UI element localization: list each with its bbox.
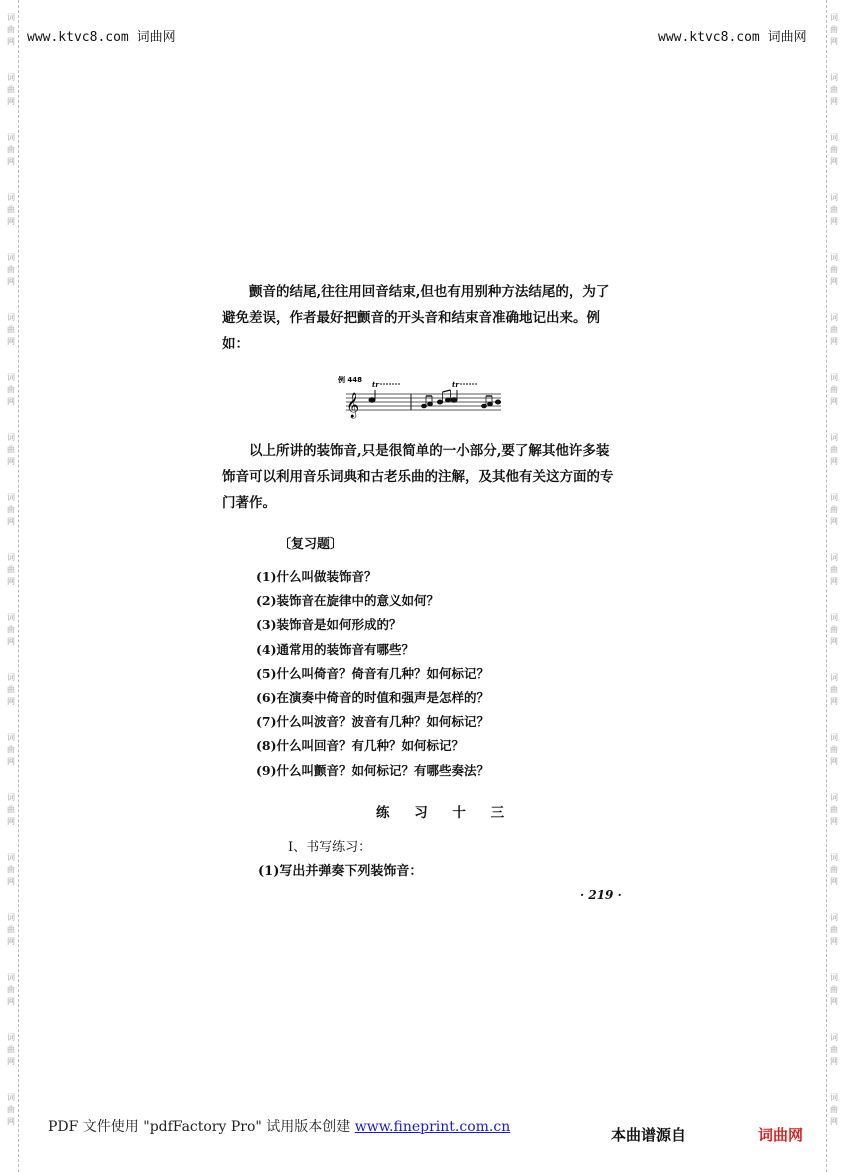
list-item: (6)在演奏中倚音的时值和强声是怎样的？ — [256, 690, 490, 706]
side-watermark-unit — [7, 1020, 15, 1080]
side-watermark-char: 网 — [830, 997, 838, 1006]
side-watermark-unit — [7, 180, 15, 240]
side-watermark-char: 网 — [830, 337, 838, 346]
side-watermark-char: 网 — [830, 877, 838, 886]
side-watermark-char: 曲 — [830, 625, 838, 634]
side-watermark-char: 曲 — [830, 205, 838, 214]
side-watermark-char: 网 — [7, 517, 15, 526]
trill-mark-1: tr — [372, 380, 379, 389]
side-watermark-unit — [7, 300, 15, 360]
side-watermark-char: 曲 — [7, 805, 15, 814]
list-item: (4)通常用的装饰音有哪些？ — [256, 641, 415, 657]
side-watermark-unit — [830, 60, 838, 120]
list-item: (7)什么叫波音？波音有几种？如何标记？ — [256, 714, 490, 730]
side-watermark-char: 词 — [7, 133, 15, 142]
side-watermark-char: 曲 — [7, 325, 15, 334]
side-watermark-char: 网 — [830, 577, 838, 586]
list-item: (8)什么叫回音？有几种？如何标记？ — [256, 738, 465, 754]
side-watermark-char: 曲 — [7, 745, 15, 754]
side-watermark-char: 网 — [7, 217, 15, 226]
side-watermark-unit — [830, 120, 838, 180]
side-watermark-char: 词 — [7, 913, 15, 922]
side-watermark-unit — [830, 840, 838, 900]
side-watermark-char: 词 — [830, 853, 838, 862]
side-watermark-char: 网 — [7, 697, 15, 706]
side-watermark-char: 网 — [7, 937, 15, 946]
side-watermark-char: 曲 — [830, 925, 838, 934]
side-watermark-char: 曲 — [830, 445, 838, 454]
exercise-item: (1)写出并弹奏下列装饰音： — [258, 864, 423, 879]
side-watermark-char: 词 — [830, 193, 838, 202]
side-watermark-unit — [7, 420, 15, 480]
paragraph-text: 以上所讲的装饰音,只是很简单的一小部分,要了解其他许多装饰音可以利用音乐词典和古老乐曲的注解，及其他有关这方面的专门著作。 — [222, 443, 614, 511]
side-watermark-char: 词 — [7, 13, 15, 22]
side-watermark-char: 词 — [7, 313, 15, 322]
side-watermark-char: 曲 — [7, 625, 15, 634]
side-watermark-unit — [830, 1080, 838, 1140]
side-watermark-char: 网 — [7, 577, 15, 586]
pdf-footer-text: PDF 文件使用 "pdfFactory Pro" 试用版本创建 — [48, 1119, 355, 1135]
paragraph-text: 颤音的结尾,往往用回音结束,但也有用别种方法结尾的，为了避免差误，作者最好把颤音的开头音和结束音准确地记出来。例如： — [222, 284, 610, 352]
side-watermark-unit — [830, 300, 838, 360]
side-watermark-char: 网 — [830, 457, 838, 466]
side-watermark-char: 曲 — [830, 865, 838, 874]
exercise-title: 练 习 十 三 — [376, 805, 509, 821]
side-watermark-char: 曲 — [830, 385, 838, 394]
side-watermark-char: 词 — [830, 1033, 838, 1042]
side-watermark-char: 词 — [830, 73, 838, 82]
side-watermark-char: 网 — [7, 997, 15, 1006]
side-watermark-unit — [7, 1080, 15, 1140]
side-watermark-char: 词 — [7, 253, 15, 262]
side-watermark-char: 网 — [830, 157, 838, 166]
side-watermark-char: 曲 — [830, 1045, 838, 1054]
side-watermark-unit — [830, 180, 838, 240]
side-watermark-char: 曲 — [830, 805, 838, 814]
side-watermark-char: 曲 — [830, 565, 838, 574]
side-watermark-char: 曲 — [830, 505, 838, 514]
side-watermark-unit — [7, 600, 15, 660]
header-watermark-right: www.ktvc8.com 词曲网 — [658, 30, 807, 45]
side-watermark-char: 词 — [830, 973, 838, 982]
side-watermark-unit — [830, 660, 838, 720]
side-watermark-unit — [830, 780, 838, 840]
side-watermark-char: 网 — [830, 1057, 838, 1066]
side-watermark-char: 词 — [830, 433, 838, 442]
side-watermark-char: 曲 — [830, 85, 838, 94]
left-watermark-strip — [4, 0, 19, 1172]
side-watermark-char: 曲 — [7, 265, 15, 274]
side-watermark-char: 词 — [7, 1093, 15, 1102]
side-watermark-char: 网 — [830, 637, 838, 646]
side-watermark-char: 词 — [7, 493, 15, 502]
side-watermark-char: 网 — [7, 97, 15, 106]
source-label: 本曲谱源自 — [611, 1126, 687, 1144]
right-watermark-strip — [826, 0, 841, 1172]
side-watermark-char: 网 — [7, 337, 15, 346]
side-watermark-char: 曲 — [7, 865, 15, 874]
side-watermark-char: 网 — [830, 517, 838, 526]
side-watermark-unit — [7, 60, 15, 120]
side-watermark-char: 曲 — [830, 325, 838, 334]
side-watermark-char: 曲 — [7, 445, 15, 454]
side-watermark-char: 词 — [7, 853, 15, 862]
music-example — [336, 372, 506, 420]
side-watermark-char: 曲 — [7, 985, 15, 994]
side-watermark-unit — [7, 360, 15, 420]
side-watermark-char: 曲 — [7, 145, 15, 154]
side-watermark-unit — [830, 240, 838, 300]
side-watermark-char: 网 — [830, 757, 838, 766]
side-watermark-char: 词 — [7, 73, 15, 82]
brand-logo[interactable]: 词曲网 — [758, 1126, 804, 1144]
side-watermark-char: 词 — [830, 13, 838, 22]
side-watermark-unit — [7, 540, 15, 600]
side-watermark-char: 网 — [830, 277, 838, 286]
side-watermark-unit — [7, 960, 15, 1020]
side-watermark-unit — [7, 780, 15, 840]
side-watermark-char: 词 — [7, 673, 15, 682]
side-watermark-char: 曲 — [830, 745, 838, 754]
side-watermark-unit — [7, 120, 15, 180]
side-watermark-char: 网 — [830, 937, 838, 946]
side-watermark-unit — [7, 840, 15, 900]
exercise-subtitle: Ⅰ、书写练习： — [288, 840, 372, 855]
side-watermark-char: 曲 — [7, 565, 15, 574]
side-watermark-char: 网 — [7, 157, 15, 166]
side-watermark-char: 词 — [830, 253, 838, 262]
side-watermark-char: 词 — [7, 973, 15, 982]
side-watermark-char: 词 — [830, 493, 838, 502]
side-watermark-char: 曲 — [830, 25, 838, 34]
list-item: (5)什么叫倚音？倚音有几种？如何标记？ — [256, 665, 490, 681]
side-watermark-char: 词 — [830, 133, 838, 142]
side-watermark-char: 曲 — [830, 145, 838, 154]
side-watermark-char: 词 — [830, 673, 838, 682]
side-watermark-char: 词 — [830, 373, 838, 382]
side-watermark-char: 词 — [7, 1033, 15, 1042]
paragraph-trill-ending — [222, 279, 622, 357]
side-watermark-char: 网 — [7, 1117, 15, 1126]
pdf-footer — [48, 1116, 510, 1136]
side-watermark-char: 词 — [7, 793, 15, 802]
side-watermark-unit — [830, 720, 838, 780]
side-watermark-char: 词 — [7, 733, 15, 742]
side-watermark-char: 曲 — [830, 685, 838, 694]
side-watermark-char: 网 — [7, 877, 15, 886]
side-watermark-char: 网 — [7, 757, 15, 766]
side-watermark-char: 曲 — [830, 265, 838, 274]
side-watermark-char: 网 — [830, 817, 838, 826]
side-watermark-unit — [830, 1020, 838, 1080]
side-watermark-char: 网 — [7, 397, 15, 406]
side-watermark-char: 词 — [830, 553, 838, 562]
side-watermark-char: 词 — [7, 553, 15, 562]
header-watermark-left: www.ktvc8.com 词曲网 — [27, 30, 176, 45]
list-item: (2)装饰音在旋律中的意义如何？ — [256, 593, 440, 609]
side-watermark-char: 网 — [7, 637, 15, 646]
list-item: (3)装饰音是如何形成的？ — [256, 617, 402, 633]
side-watermark-char: 词 — [7, 373, 15, 382]
side-watermark-char: 词 — [830, 733, 838, 742]
side-watermark-char: 曲 — [7, 85, 15, 94]
side-watermark-unit — [7, 480, 15, 540]
side-watermark-char: 词 — [830, 313, 838, 322]
side-watermark-char: 词 — [830, 793, 838, 802]
page-number: · 219 · — [580, 888, 622, 902]
side-watermark-char: 曲 — [7, 1105, 15, 1114]
treble-clef-icon: 𝄞 — [346, 393, 360, 418]
side-watermark-char: 网 — [830, 697, 838, 706]
side-watermark-char: 曲 — [830, 1105, 838, 1114]
side-watermark-unit — [830, 480, 838, 540]
list-item: (9)什么叫颤音？如何标记？有哪些奏法？ — [256, 762, 490, 778]
side-watermark-char: 词 — [7, 433, 15, 442]
side-watermark-unit — [830, 360, 838, 420]
side-watermark-unit — [830, 0, 838, 60]
side-watermark-unit — [830, 960, 838, 1020]
side-watermark-char: 网 — [7, 37, 15, 46]
example-label: 例 448 — [338, 376, 363, 384]
side-watermark-unit — [830, 900, 838, 960]
side-watermark-unit — [7, 0, 15, 60]
side-watermark-char: 曲 — [7, 925, 15, 934]
side-watermark-char: 词 — [7, 613, 15, 622]
side-watermark-char: 网 — [7, 277, 15, 286]
trill-mark-2: tr — [452, 380, 459, 389]
side-watermark-char: 曲 — [7, 385, 15, 394]
side-watermark-unit — [830, 600, 838, 660]
music-staff-figure — [336, 372, 506, 420]
side-watermark-char: 曲 — [7, 25, 15, 34]
side-watermark-char: 网 — [7, 1057, 15, 1066]
fineprint-link[interactable]: www.fineprint.com.cn — [354, 1119, 511, 1135]
side-watermark-char: 曲 — [7, 1045, 15, 1054]
side-watermark-char: 曲 — [830, 985, 838, 994]
side-watermark-unit — [7, 720, 15, 780]
side-watermark-char: 网 — [830, 397, 838, 406]
side-watermark-unit — [830, 540, 838, 600]
list-item: (1)什么叫做装饰音？ — [256, 569, 377, 584]
side-watermark-unit — [7, 660, 15, 720]
side-watermark-unit — [830, 420, 838, 480]
side-watermark-char: 词 — [830, 1093, 838, 1102]
side-watermark-char: 曲 — [7, 685, 15, 694]
paragraph-summary — [222, 438, 622, 516]
side-watermark-char: 词 — [830, 613, 838, 622]
side-watermark-char: 词 — [830, 913, 838, 922]
side-watermark-unit — [7, 240, 15, 300]
side-watermark-char: 网 — [7, 817, 15, 826]
side-watermark-char: 网 — [830, 97, 838, 106]
side-watermark-char: 网 — [830, 37, 838, 46]
review-question-list — [256, 565, 489, 783]
side-watermark-char: 网 — [830, 217, 838, 226]
review-title: 〔复习题〕 — [278, 537, 344, 552]
side-watermark-unit — [7, 900, 15, 960]
side-watermark-char: 曲 — [7, 205, 15, 214]
side-watermark-char: 网 — [7, 457, 15, 466]
side-watermark-char: 词 — [7, 193, 15, 202]
side-watermark-char: 网 — [830, 1117, 838, 1126]
side-watermark-char: 曲 — [7, 505, 15, 514]
